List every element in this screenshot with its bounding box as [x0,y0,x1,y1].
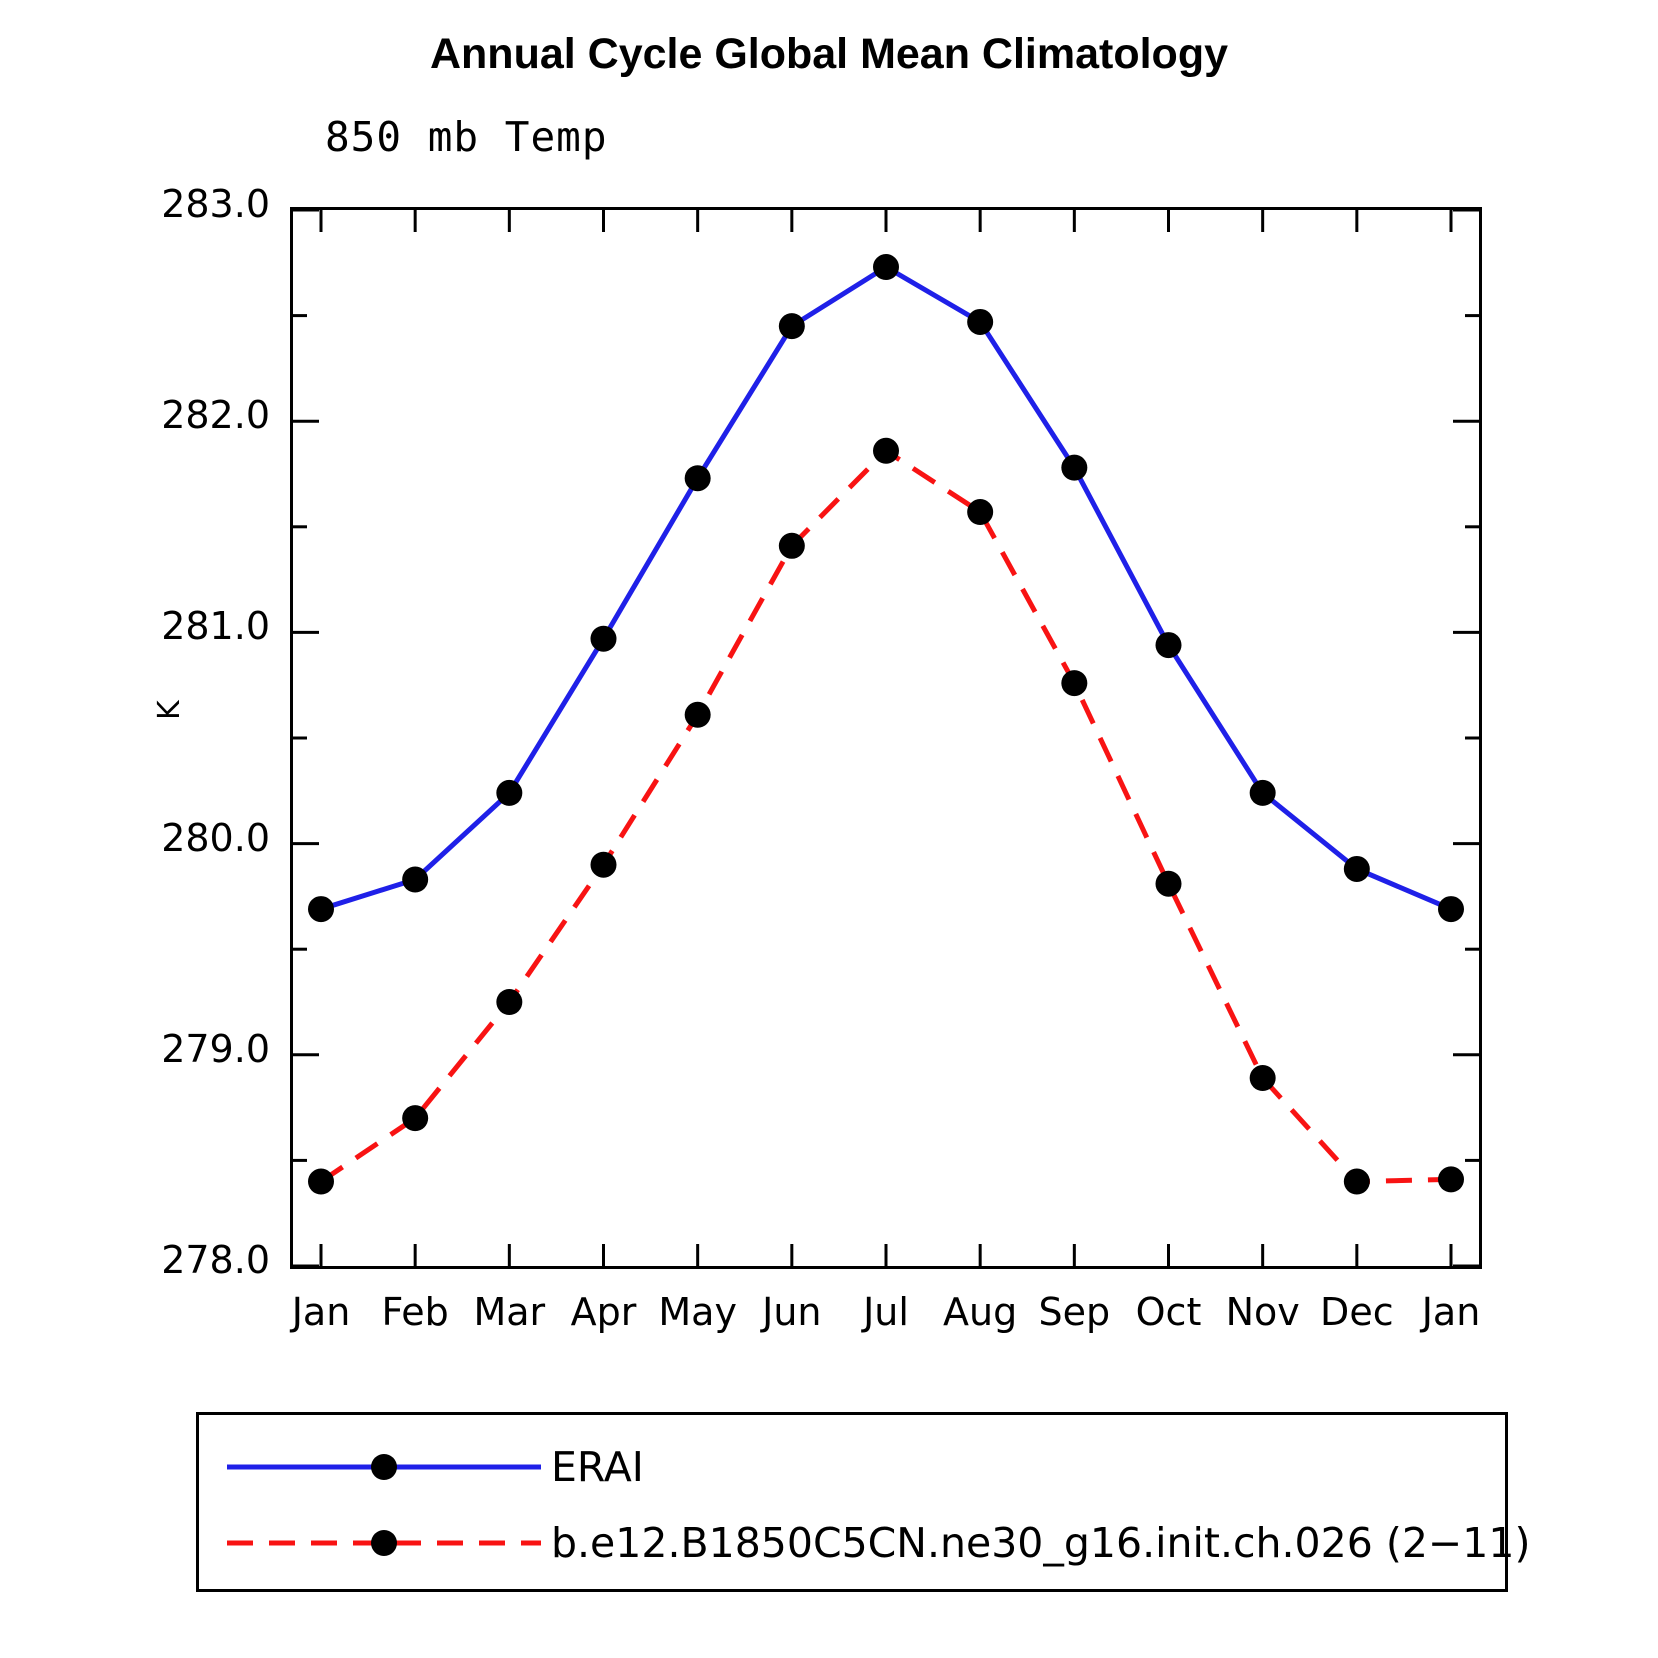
x-tick-label: Jun [762,1290,822,1334]
chart-legend [196,1412,1531,1592]
data-point-marker [308,896,334,922]
y-axis-label: K [152,700,187,720]
x-tick-label: Sep [1038,1290,1111,1334]
data-point-marker [402,867,428,893]
y-tick-label: 278.0 [161,1238,270,1282]
y-tick-label: 282.0 [161,393,270,438]
chart-subtitle: 850 mb Temp [325,113,608,161]
x-tick-label: May [658,1290,737,1334]
data-point-marker [873,254,899,280]
series-line [321,267,1451,909]
x-tick-label: Jul [863,1290,909,1334]
chart-title: Annual Cycle Global Mean Climatology [429,30,1229,78]
data-point-marker [1250,1065,1276,1091]
plot-area [290,207,1482,1269]
y-axis-tick-labels [110,0,270,1658]
x-tick-label: Apr [570,1290,637,1334]
legend-label: ERAI [551,1443,644,1491]
data-point-marker [1438,1166,1464,1192]
data-point-marker [685,465,711,491]
data-point-marker [1344,1169,1370,1195]
data-point-marker [685,702,711,728]
x-tick-label: Oct [1135,1290,1202,1334]
data-point-marker [1156,632,1182,658]
x-tick-label: Nov [1225,1290,1300,1334]
legend-entry [199,1503,1531,1583]
legend-label: b.e12.B1850C5CN.ne30_g16.init.ch.026 (2−11) [551,1519,1531,1567]
data-point-marker [591,852,617,878]
data-point-marker [1438,896,1464,922]
data-point-marker [1344,856,1370,882]
series-line [321,451,1451,1182]
data-point-marker [591,626,617,652]
data-point-marker [873,438,899,464]
data-point-marker [1061,670,1087,696]
data-point-marker [967,499,993,525]
data-series-layer [308,254,1464,1195]
y-tick-label: 279.0 [161,1026,270,1071]
data-point-marker [308,1169,334,1195]
x-axis-tick-labels [290,1290,1482,1350]
data-point-marker [779,533,805,559]
x-tick-label: Dec [1320,1290,1394,1334]
x-tick-label: Jan [1421,1290,1481,1334]
series-1 [308,254,1464,922]
legend-swatch [219,1503,549,1583]
data-point-marker [402,1105,428,1131]
x-tick-label: Jan [291,1290,351,1334]
data-point-marker [496,780,522,806]
y-tick-label: 283.0 [161,182,270,226]
plot-canvas [293,210,1479,1266]
data-point-marker [1156,871,1182,897]
x-tick-label: Feb [381,1290,449,1334]
legend-swatch [219,1427,549,1507]
legend-entry [199,1427,1505,1507]
data-point-marker [496,989,522,1015]
data-point-marker [779,313,805,339]
axis-ticks [293,210,1479,1266]
data-point-marker [1061,455,1087,481]
y-tick-label: 280.0 [161,815,270,860]
y-tick-label: 281.0 [161,604,270,649]
x-tick-label: Aug [943,1290,1018,1334]
data-point-marker [1250,780,1276,806]
data-point-marker [967,309,993,335]
x-tick-label: Mar [473,1290,546,1334]
